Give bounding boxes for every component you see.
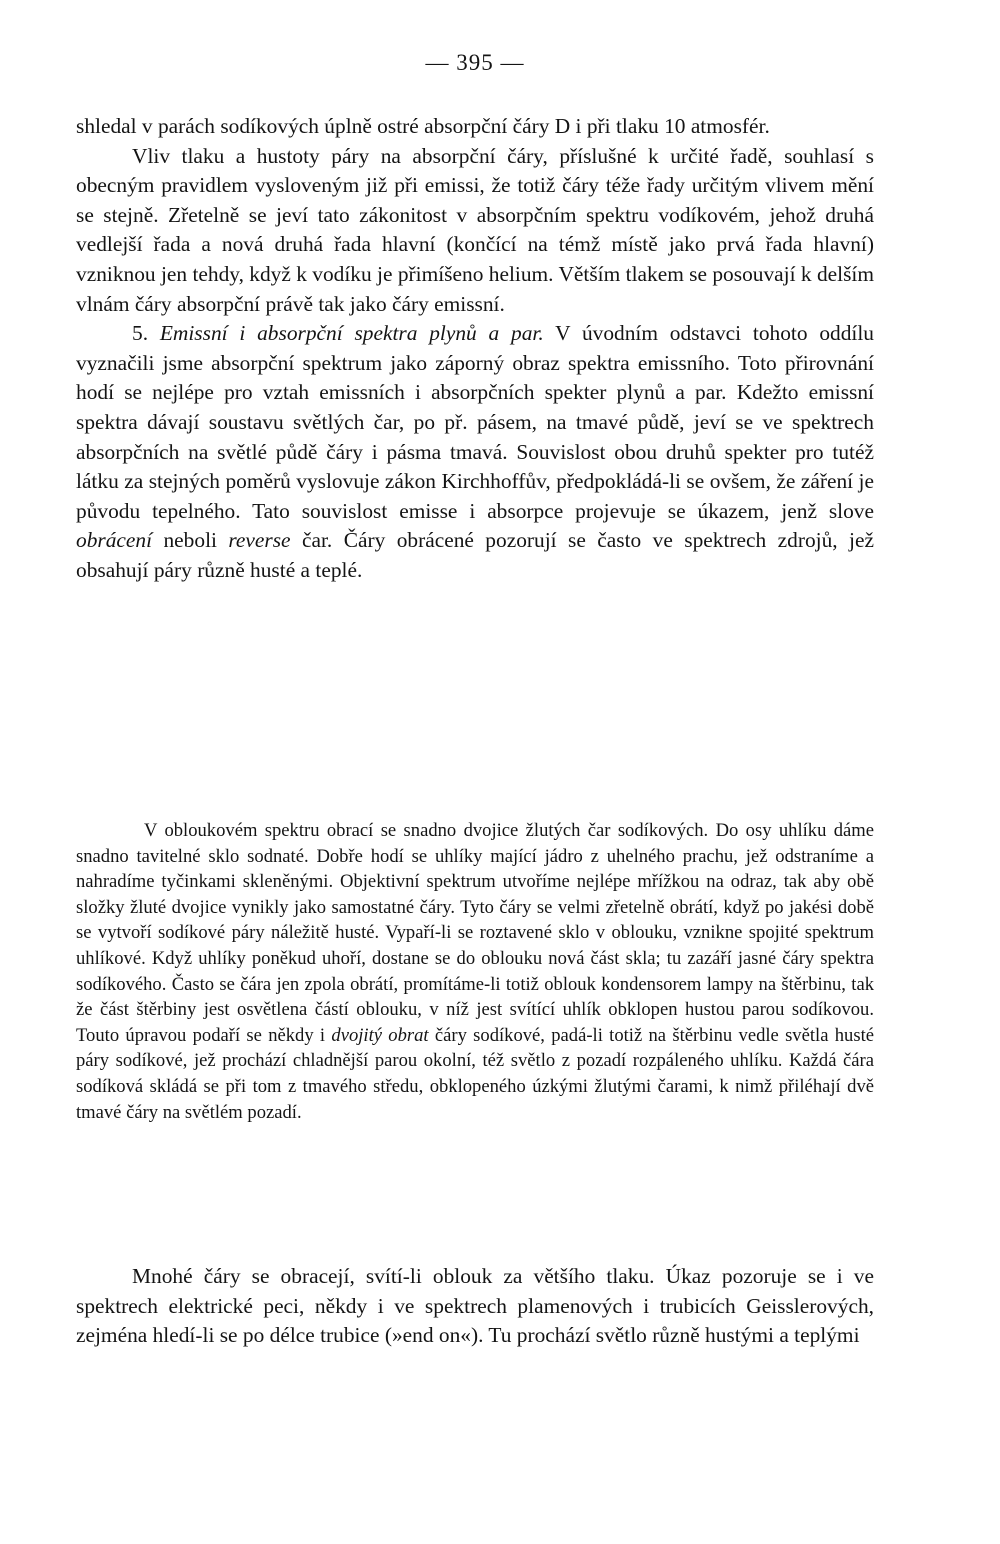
paragraph-continuation: shledal v parách sodíkových úplně ostré absorpční čáry D i při tlaku 10 atmosfér. (76, 114, 770, 138)
paragraph-section-5 (76, 319, 874, 585)
paragraph-last: Mnohé čáry se obracejí, svítí-li oblouk za většího tlaku. Úkaz pozoruje se i ve spektrech elektrické peci, někdy i ve spektrech plamenových i trubicích Geisslerových, zejména hledí-li se po délce trubice (»end on«). Tu prochází světlo různě hustými a teplými (76, 1264, 874, 1348)
section-text-3: čar. Čáry obrácené pozorují se často ve spektrech zdrojů, jež obsahují páry různě husté a teplé. (76, 528, 874, 582)
small-text-1: V obloukovém spektru obrací se snadno dvojice žlutých čar sodíkových. Do osy uhlíku dáme snadno tavitelné sklo sodnaté. Dobře hodí se uhlíky mající jádro z uhelného prachu, jež odstraníme a nahradíme tyčinkami skleněnými. Objektivní spektrum utvoříme nejlépe mřížkou na odraz, tak aby obě složky žluté dvojice vynikly jako samostatné čáry. Tyto čáry se velmi zřetelně obrátí, když po jakési době se vytvoří sodíkové páry náležitě husté. Vypaří-li se roztavené sklo v oblouku, vznikne spojité spektrum uhlíkové. Když uhlíky poněkud uhoří, dostane se do oblouku nová část skla; tu zazáří jasné čáry spektra sodíkového. Často se čára jen zpola obrátí, promítáme-li totiž oblouk kondensorem lampy na štěrbinu, tak že část štěrbiny jest osvětlena částí oblouku, v níž jest svítící uhlík obklopen hustou parou sodíkovou. Touto úpravou podaří se někdy i (76, 820, 874, 1046)
small-print-block (76, 818, 874, 1125)
section-text-2: neboli (163, 528, 217, 553)
section-text-1: V úvodním odstavci tohoto oddílu vyznačili jsme absorpční spektrum jako záporný obraz spektra emissního. Toto přirovnání hodí se nejlépe pro vztah emissních i absorpčních spekter plynů a par. Kdežto emissní spektra dávají soustavu světlých čar, po př. pásem, na tmavé půdě, jeví se ve spektrech absorpčních na světlé půdě čáry i pásma tmavá. Souvislost obou druhů spekter pro tutéž látku za stejných poměrů vyslovuje zákon Kirchhoffův, předpokládá-li se ovšem, že záření je původu tepelného. Tato souvislost emisse i absorpce projevuje se úkazem, jenž slove (76, 321, 874, 523)
main-text (76, 112, 874, 586)
small-text-2: čáry sodíkové, padá-li totiž na štěrbinu vedle světla husté páry sodíkové, jež prochází chladnější parou okolní, též světlo z pozadí rozpáleného uhlíku. Každá čára sodíková skládá se při tom z tmavého středu, obklopeného úzkými žlutými čarami, k nimž přiléhají dvě tmavé čáry na světlém pozadí. (76, 1024, 874, 1123)
term-reverse: reverse (228, 528, 291, 553)
paragraph-pressure: Vliv tlaku a hustoty páry na absorpční čáry, příslušné k určité řadě, souhlasí s obecným pravidlem vysloveným již při emissi, že totiž čáry téže řady určitým vlivem mění se stejně. Zřetelně se jeví tato zákonitost v absorpčním spektru vodíkovém, jehož druhá vedlejší řada a nová druhá řada hlavní (končící na témž místě jako prvá řada hlavní) vzniknou jen tehdy, když k vodíku je přimíšeno helium. Větším tlakem se posouvají k delším vlnám čáry absorpční právě tak jako čáry emissní. (76, 143, 874, 316)
closing-text (76, 1262, 874, 1351)
section-heading: Emissní i absorpční spektra plynů a par. (159, 321, 544, 346)
page-number: — 395 — (425, 50, 525, 75)
section-number: 5. (132, 321, 149, 346)
paragraph-small (76, 818, 874, 1125)
term-dvojity-obrat: dvojitý obrat (331, 1024, 429, 1046)
term-obraceni: obrácení (76, 528, 153, 553)
